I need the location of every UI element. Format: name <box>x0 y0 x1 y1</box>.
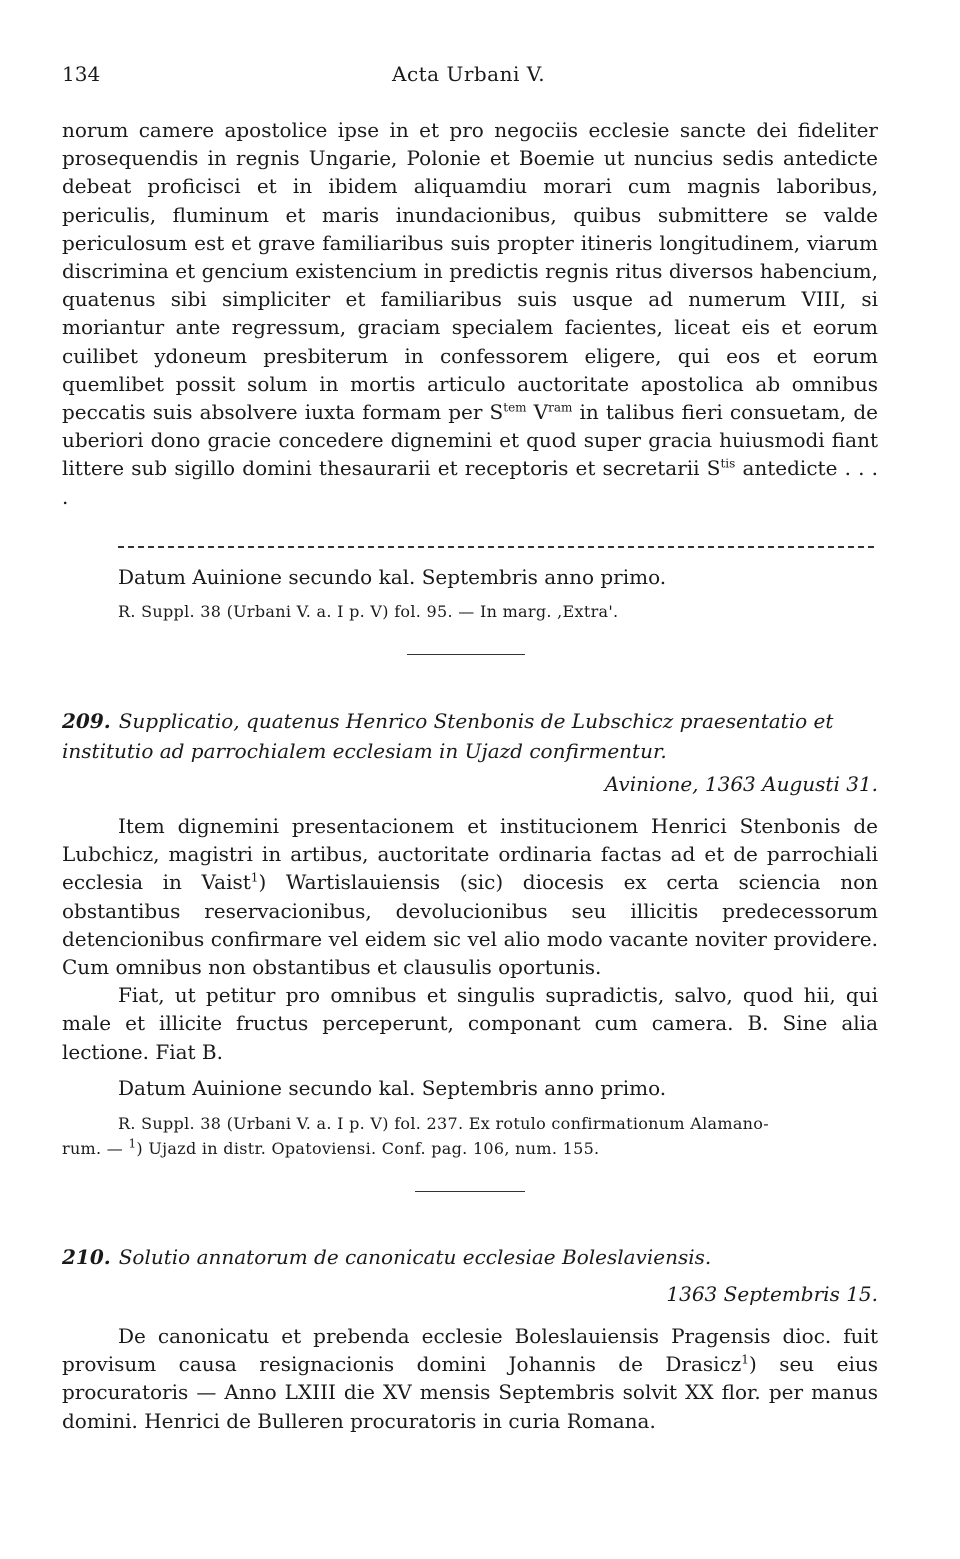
section-rule <box>407 654 525 655</box>
doc210-number: 210. <box>62 1245 111 1269</box>
doc208-source-note: R. Suppl. 38 (Urbani V. a. I p. V) fol. 95. — In marg. ,Extra'. <box>118 602 619 621</box>
doc209-paragraph-1: Item dignemini presentacionem et institucionem Henrici Stenbonis de Lubchicz, magistri in artibus, auctoritate ordinaria factas ad et de parrochiali ecclesia in Vaist$^1$) Wartislauiensis (sic) diocesis ex certa sciencia non obstantibus reservacionibus, devolucionibus seu illicitis predecessorum detencionibus confirmare vel eidem sic vel alio modo vacante noviter providere. Cum omnibus non obstantibus et clausulis oportunis. <box>62 814 878 980</box>
doc210-title: Solutio annatorum de canonicatu ecclesiae Boleslaviensis. <box>118 1245 712 1269</box>
doc209-heading <box>62 706 878 766</box>
page-header <box>62 62 880 94</box>
dashed-separator <box>118 546 874 548</box>
doc209-source-note: R. Suppl. 38 (Urbani V. a. I p. V) fol. 237. Ex rotulo confirmationum Alamano- <box>118 1114 769 1133</box>
running-title: Acta Urbani V. <box>392 62 546 86</box>
doc210-body <box>62 1322 878 1435</box>
doc209-body <box>62 812 878 1066</box>
doc209-paragraph-2: Fiat, ut petitur pro omnibus et singulis supradictis, salvo, quod hii, qui male et illicite fructus perceperunt, componant cum camera. B. Sine alia lectione. Fiat B. <box>62 983 878 1064</box>
doc210-heading <box>62 1242 878 1272</box>
doc209-datum: Datum Auinione secundo kal. Septembris anno primo. <box>118 1076 667 1100</box>
doc209-title: Supplicatio, quatenus Henrico Stenbonis de Lubschicz praesentatio et institutio ad parrochialem ecclesiam in Ujazd confirmentur. <box>62 709 834 763</box>
doc208-paragraph: norum camere apostolice ipse in et pro negociis ecclesie sancte dei fideliter prosequendis in regnis Ungarie, Polonie et Boemie ut nuncius sedis antedicte debeat proficisci et in ibidem aliquamdiu morari cum magnis laboribus, periculis, fluminum et maris inundacionibus, quibus submittere se valde periculosum est et grave familiaribus suis propter itineris longitudinem, viarum discrimina et gencium existencium in predictis regnis ritus diversos habencium, quatenus sibi simpliciter et familiaribus suis usque ad numerum VIII, si moriantur ante regressum, graciam specialem facientes, liceat eis et eorum cuilibet ydoneum presbiterum in confessorem eligere, qui eos et eorum quemlibet possit solum in mortis articulo auctoritate apostolica ab omnibus peccatis suis absolvere iuxta formam per $S^{tem}$ $V^{ram}$ in talibus fieri consuetam, de uberiori dono gracie concedere dignemini et quod super gracia huiusmodi fiant littere sub sigillo domini thesaurarii et receptoris et secretarii $S^{tis}$ antedicte . . . . <box>62 118 879 509</box>
doc209-footnote: rum. — $^1$) Ujazd in distr. Opatoviensi. Conf. pag. 106, num. 155. <box>62 1136 600 1158</box>
doc209-number: 209. <box>62 709 111 733</box>
doc210-date: 1363 Septembris 15. <box>666 1282 878 1306</box>
doc208-datum: Datum Auinione secundo kal. Septembris anno primo. <box>118 565 667 589</box>
doc209-date: Avinione, 1363 Augusti 31. <box>604 772 878 796</box>
doc208-continuation <box>62 116 878 511</box>
doc210-paragraph-1: De canonicatu et prebenda ecclesie Boleslauiensis Pragensis dioc. fuit provisum causa resignacionis domini Johannis de Drasicz$^1$) seu eius procuratoris — Anno LXIII die XV mensis Septembris solvit XX flor. per manus domini. Henrici de Bulleren procuratoris in curia Romana. <box>62 1324 879 1433</box>
page-number: 134 <box>62 62 101 86</box>
section-rule <box>415 1191 525 1192</box>
